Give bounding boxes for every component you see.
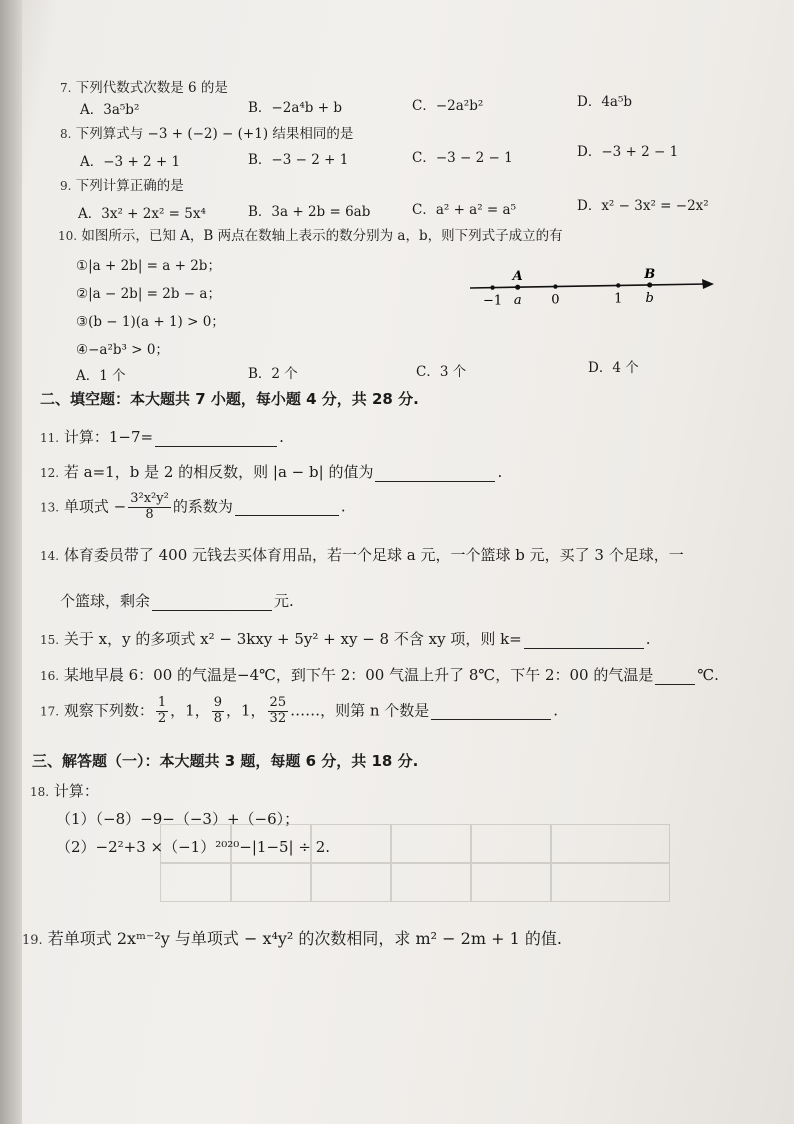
q15-end: . — [645, 630, 651, 648]
q12-text: 若 a=1，b 是 2 的相反数，则 |a − b| 的值为 — [63, 463, 374, 481]
q13-fraction — [128, 492, 171, 523]
tick-mark — [490, 285, 494, 289]
q9-stem — [60, 174, 184, 194]
q7-number: 7. — [60, 81, 72, 95]
q16-text: 某地早晨 6：00 的气温是−4℃，到下午 2：00 气温上升了 8℃，下午 2：00 的气温是 — [63, 666, 654, 684]
q14-end: 元. — [274, 592, 294, 610]
q17-f2-numerator: 9 — [213, 695, 222, 710]
q12-end: . — [497, 463, 503, 481]
q10-item-2: ②|a − 2b| = 2b − a； — [76, 286, 221, 302]
q17-f2-denominator: 8 — [213, 710, 222, 726]
q14-text-2: 个篮球，剩余 — [60, 592, 151, 610]
q16 — [40, 664, 719, 685]
q15-text: 关于 x，y 的多项式 x² − 3kxy + 5y² + xy − 8 不含 xy 项，则 k= — [63, 630, 522, 648]
q10-text: 如图所示，已知 A，B 两点在数轴上表示的数分别为 a，b，则下列式子成立的有 — [81, 228, 563, 244]
q7-option-c: C．−2a²b² — [412, 98, 484, 114]
q8-number: 8. — [60, 127, 72, 141]
q9-number: 9. — [60, 179, 72, 193]
point-a — [515, 285, 520, 290]
q17-fraction-1 — [156, 696, 168, 727]
q9-option-c: C．a² + a² = a⁵ — [412, 202, 516, 218]
q9-option-b: B．3a + 2b = 6ab — [248, 204, 371, 220]
q17-mid-1: ，1， — [170, 701, 210, 720]
q9-text: 下列计算正确的是 — [75, 178, 184, 194]
q8-option-c: C．−3 − 2 − 1 — [412, 150, 513, 166]
point-label-b: B — [644, 266, 656, 282]
q18-text: 计算： — [53, 782, 99, 800]
q17-pre: 观察下列数： — [63, 701, 154, 720]
q14-answer-blank[interactable] — [152, 592, 272, 611]
value-label-a: a — [513, 293, 522, 309]
q11-end: . — [279, 428, 284, 446]
q11 — [40, 426, 284, 447]
tick-mark — [616, 283, 620, 287]
q17-fraction-3 — [268, 696, 289, 727]
q15-number: 15. — [40, 633, 60, 647]
q10-option-a: A．1 个 — [76, 368, 126, 384]
q19 — [22, 926, 562, 949]
q13-number: 13. — [40, 500, 60, 515]
q10-number: 10. — [58, 229, 78, 243]
q18-number: 18. — [30, 785, 50, 799]
q12-number: 12. — [40, 466, 60, 480]
q13-end: . — [340, 497, 346, 516]
q16-number: 16. — [40, 669, 60, 683]
q15 — [40, 628, 651, 649]
tick-label: 1 — [614, 291, 623, 307]
number-line-figure — [460, 262, 720, 322]
q10-option-d: D．4 个 — [588, 360, 639, 376]
q17 — [40, 696, 558, 727]
point-b — [647, 282, 652, 287]
tick-label: 0 — [551, 292, 560, 308]
q10-item-1: ①|a + 2b| = a + 2b； — [76, 258, 221, 274]
q19-number: 19. — [22, 933, 43, 948]
q13-answer-blank[interactable] — [235, 497, 339, 516]
q17-f1-numerator: 1 — [157, 695, 167, 710]
point-label-a: A — [512, 269, 523, 285]
number-line-axis — [470, 284, 706, 288]
q14-line-2 — [60, 590, 294, 611]
q19-text: 若单项式 2xᵐ⁻²y 与单项式 − x⁴y² 的次数相同，求 m² − 2m + 1 的值. — [47, 929, 562, 948]
q17-f3-numerator: 25 — [269, 695, 287, 710]
q7-option-b: B．−2a⁴b + b — [248, 100, 342, 116]
q16-end: ℃. — [697, 666, 719, 684]
q17-answer-blank[interactable] — [431, 701, 551, 720]
q14-line-1 — [40, 544, 684, 565]
q17-end: . — [553, 701, 559, 720]
q10-item-3: ③(b − 1)(a + 1) > 0； — [76, 314, 225, 330]
q8-option-a: A．−3 + 2 + 1 — [80, 154, 181, 170]
q13-fraction-denominator: 8 — [145, 506, 154, 522]
q10-option-b: B．2 个 — [248, 366, 298, 382]
q13-fraction-numerator: 3²x²y² — [130, 491, 169, 506]
tick-label: −1 — [482, 293, 503, 309]
q15-answer-blank[interactable] — [524, 630, 644, 649]
q10-stem — [58, 224, 563, 244]
q17-f3-denominator: 32 — [269, 710, 287, 726]
q7-stem — [60, 76, 228, 96]
q8-text: 下列算式与 −3 + (−2) − (+1) 结果相同的是 — [75, 126, 354, 142]
q17-number: 17. — [40, 704, 60, 719]
q18 — [30, 780, 99, 801]
q7-option-a: A．3a⁵b² — [80, 102, 140, 118]
number-line-svg — [460, 262, 720, 322]
q8-option-d: D．−3 + 2 − 1 — [577, 144, 679, 160]
q16-answer-blank[interactable] — [655, 666, 695, 685]
q11-answer-blank[interactable] — [155, 428, 277, 447]
q8-option-b: B．−3 − 2 + 1 — [248, 152, 349, 168]
q14-text-1: 体育委员带了 400 元钱去买体育用品，若一个足球 a 元，一个篮球 b 元，买了 3 个足球，一 — [63, 546, 684, 564]
q17-f1-denominator: 2 — [157, 710, 167, 726]
q12-answer-blank[interactable] — [375, 463, 495, 482]
q17-mid-2: ，1， — [226, 701, 266, 720]
q17-post: ……，则第 n 个数是 — [290, 701, 430, 720]
page-shadow-edge — [0, 0, 22, 1124]
q18-part-1: （1）（−8）−9−（−3）+（−6）； — [56, 810, 300, 828]
q11-text: 计算：1−7= — [63, 428, 154, 446]
q7-text: 下列代数式次数是 6 的是 — [75, 80, 228, 96]
q17-fraction-2 — [212, 696, 224, 727]
q13-post: 的系数为 — [172, 497, 233, 516]
section-2-heading: 二、填空题：本大题共 7 小题，每小题 4 分，共 28 分. — [40, 390, 419, 408]
q13-pre: 单项式 − — [63, 497, 127, 516]
q8-stem — [60, 122, 353, 142]
q9-option-a: A．3x² + 2x² = 5x⁴ — [78, 206, 206, 222]
value-label-b: b — [645, 290, 654, 306]
tick-mark — [553, 284, 557, 288]
q12 — [40, 461, 502, 482]
q14-number: 14. — [40, 549, 60, 563]
q13 — [40, 492, 346, 523]
q7-option-d: D．4a⁵b — [577, 94, 633, 110]
q11-number: 11. — [40, 431, 60, 445]
q18-part-2: （2）−2²+3 ×（−1）²⁰²⁰−|1−5| ÷ 2. — [56, 838, 331, 856]
q10-option-c: C．3 个 — [416, 364, 467, 380]
q10-item-4: ④−a²b³ > 0； — [76, 342, 169, 358]
q9-option-d: D．x² − 3x² = −2x² — [577, 198, 709, 214]
section-3-heading: 三、解答题（一）：本大题共 3 题，每题 6 分，共 18 分. — [32, 752, 419, 770]
number-line-arrow — [702, 279, 714, 289]
